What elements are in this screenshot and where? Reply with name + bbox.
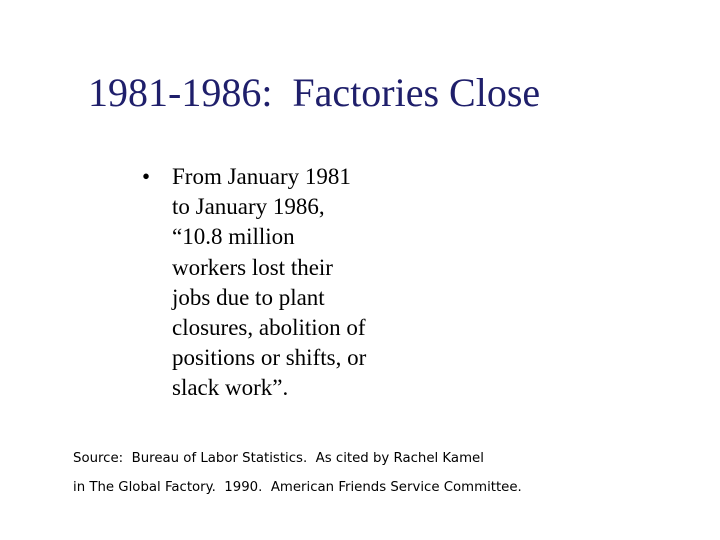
bullet-line: From January 1981 [172,164,351,189]
bullet-line: “10.8 million [172,224,295,250]
source-line: in The Global Factory. 1990. American Friends Service Committee. [73,480,522,495]
slide-title: 1981-1986: Factories Close [88,70,541,115]
source-citation [73,444,693,502]
bullet-dot: • [142,164,151,189]
source-line: Source: Bureau of Labor Statistics. As cited by Rachel Kamel [73,451,484,466]
bullet-line: positions or shifts, or [172,345,367,371]
bullet-line: to January 1986, [172,194,325,220]
bullet-line: slack work”. [172,375,289,401]
bullet-line: jobs due to plant [172,284,325,310]
bullet-line: closures, abolition of [172,315,366,341]
bullet-text [172,162,432,404]
bullet-line: workers lost their [172,254,333,280]
